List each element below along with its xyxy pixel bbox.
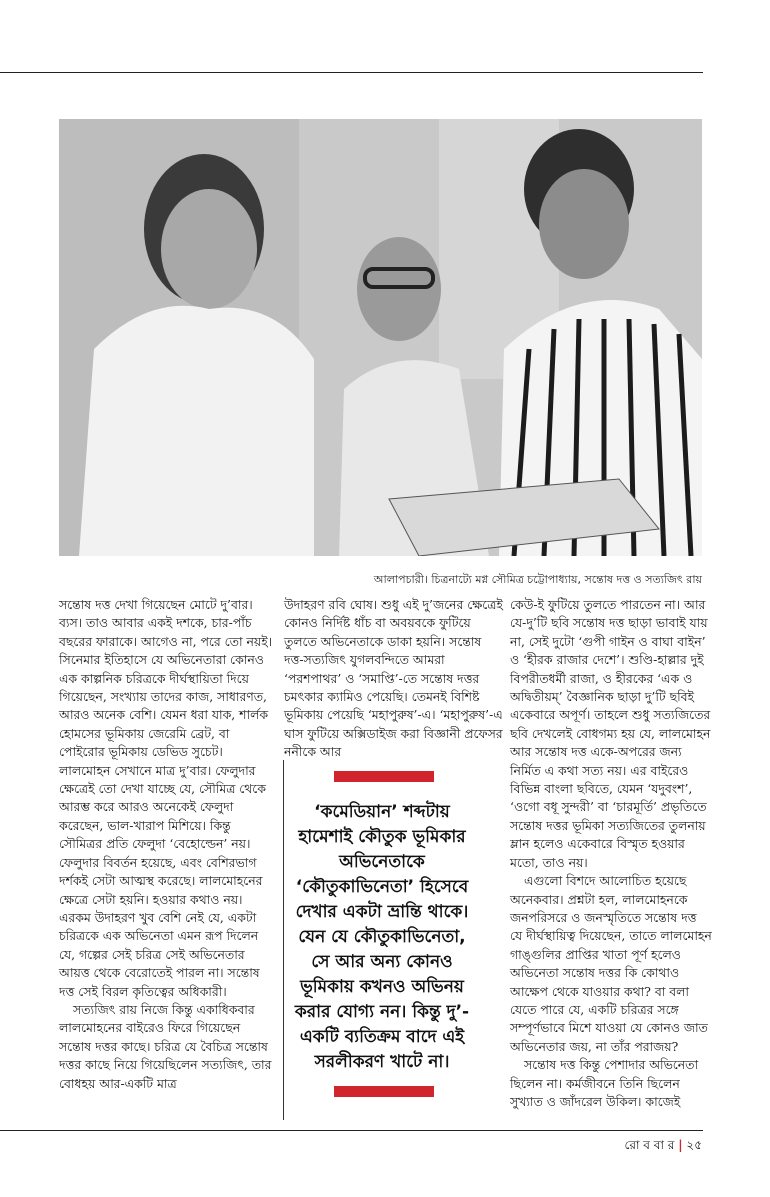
paragraph: সন্তোষ দত্ত দেখা গিয়েছেন মোটে দু’বার। ব্যস। তাও আবার একই দশকে, চার-পাঁচ বছরের ফারাকে। আগেও না, পরে তো নয়ই। সিনেমার ইতিহাসে যে অভিনেতারা কোনও এক কাল্পনিক চরিত্রকে দীর্ঘস্থায়িতা দিয়ে গিয়েছেন, সংখ্যায় তাদের কাজ, সাধারণত, আরও অনেক বেশি। যেমন ধরা যাক, শার্লক হোমসের ভূমিকায় জেরেমি ব্রেট, বা পোইরোর ভূমিকায় ডেভিড সুচেট। লালমোহন সেখানে মাত্র দু’বার। ফেলুদার ক্ষেত্রেই তো দেখা যাচ্ছে যে, সৌমিত্র থেকে আরম্ভ করে আরও অনেকেই ফেলুদা করেছেন, ভাল-খারাপ মিশিয়ে। কিন্তু সৌমিত্রর প্রতি ফেলুদা ‘বেহোল্ডেন’ নয়। ফেলুদার বিবর্তন হয়েছে, এবং বেশিরভাগ দর্শকই সেটা আত্মস্থ করেছে। লালমোহনের ক্ষেত্রে সেটা হয়নি। হওয়ার কথাও নয়। এরকম উদাহরণ খুব বেশি নেই যে, একটা চরিত্রকে এক অভিনেতা এমন রূপ দিলেন যে, গল্পের সেই চরিত্র সেই অভিনেতার আয়ত্ত থেকে বেরোতেই পারল না। সন্তোষ দত্ত সেই বিরল কৃতিত্বের অধিকারী। xyxy=(59,597,273,999)
feature-photo xyxy=(59,119,702,556)
bottom-rule xyxy=(0,1130,703,1131)
photo-illustration xyxy=(59,119,702,556)
paragraph: সত্যজিৎ রায় নিজে কিন্তু একাধিকবার লালমোহনের বাইরেও ফিরে গিয়েছেন সন্তোষ দত্তর কাছে। চরিত্র যে বৈচিত্র সন্তোষ দত্তর কাছে নিয়ে গিয়েছিলেন সত্যজিৎ, তার বোধহয় আর-একটি মাত্র xyxy=(59,1001,272,1091)
column-divider xyxy=(283,760,284,1120)
magazine-name: রো ব বা র xyxy=(624,1138,675,1152)
article-column-3 xyxy=(510,596,712,1111)
paragraph: উদাহরণ রবি ঘোষ। শুধু এই দু’জনের ক্ষেত্রেই কোনও নির্দিষ্ট ধাঁচ বা অবয়বকে ফুটিয়ে তুলতে অভিনেতাকে ডাকা হয়নি। সন্তোষ দত্ত-সত্যজিৎ যুগলবন্দিতে আমরা ‘পরশপাথর’ ও ‘সমাপ্তি’-তে সন্তোষ দত্তর চমৎকার ক্যামিও পেয়েছি। তেমনই বিশিষ্ট ভূমিকায় পেয়েছি ‘মহাপুরুষ’-এ। ‘মহাপুরুষ’-এ ঘাস ফুটিয়ে অক্সিডাইজ করা বিজ্ঞানী প্রফেসর ননীকে আর xyxy=(284,597,503,760)
pull-quote: ‘কমেডিয়ান’ শব্দটায় হামেশাই কৌতুক ভূমিকার অভিনেতাকে ‘কৌতুকাভিনেতা’ হিসেবে দেখার একটা ভ্রান্তি থাকে। যেন যে কৌতুকাভিনেতা, সে আর অন্য কোনও ভূমিকায় কখনও অভিনয় করার যোগ্য নন। কিন্তু দু’-একটি ব্যতিক্রম বাদে এই সরলীকরণ খাটে না। xyxy=(294,802,470,1072)
top-rule xyxy=(0,72,703,73)
article-column-2 xyxy=(284,596,504,762)
article-column-1 xyxy=(59,596,275,1093)
paragraph: কেউ-ই ফুটিয়ে তুলতে পারতেন না। আর যে-দু’টি ছবি সন্তোষ দত্ত ছাড়া ভাবাই যায় না, সেই দুটো ‘গুপী গাইন ও বাঘা বাইন’ ও ‘হীরক রাজার দেশে’। শুণ্ডি-হাল্লার দুই বিপরীতধর্মী রাজা, ও হীরকের ‘এক ও অদ্বিতীয়ম্’ বৈজ্ঞানিক ছাড়া দু’টি ছবিই একেবারে অপূর্ণ। তাহলে শুধু সত্যজিতের ছবি দেখলেই বোধগম্য হয় যে, লালমোহন আর সন্তোষ দত্ত একে-অপরের জন্য নির্মিত এ কথা সত্য নয়। এর বাইরেও বিভিন্ন বাংলা ছবিতে, যেমন ‘যদুবংশ’, ‘ওগো বধূ সুন্দরী’ বা ‘চারমূর্তি’ প্রভৃতিতে সন্তোষ দত্তর ভূমিকা সত্যজিতের তুলনায় ম্লান হলেও একেবারে বিস্মৃত হওয়ার মতো, তাও নয়। xyxy=(510,597,711,870)
photo-caption: আলাপচারী। চিত্রনাট্যে মগ্ন সৌমিত্র চট্টোপাধ্যায়, সন্তোষ দত্ত ও সত্যজিৎ রায় xyxy=(373,573,702,586)
paragraph: সন্তোষ দত্ত কিন্তু পেশাদার অভিনেতা ছিলেন না। কর্মজীবনে তিনি ছিলেন সুখ্যাত ও জাঁদরেল উকিল। কাজেই xyxy=(510,1057,699,1109)
pull-quote-top-bar xyxy=(334,771,434,782)
page-number: ২৫ xyxy=(686,1138,702,1152)
folio-separator: | xyxy=(678,1138,683,1152)
pull-quote-bottom-bar xyxy=(334,1086,434,1097)
paragraph: এগুলো বিশদে আলোচিত হয়েছে অনেকবার। প্রশ্নটা হল, লালমোহনকে জনপরিসরে ও জনস্মৃতিতে সন্তোষ দত্ত যে দীর্ঘস্থায়িত্ব দিয়েছেন, তাতে লালমোহন গাঙ্গুলির প্রাপ্তির খাতা পূর্ণ হলেও অভিনেতা সন্তোষ দত্তর কি কোথাও আক্ষেপ থেকে যাওয়ার কথা? বা বলা যেতে পারে যে, একটি চরিত্রর সঙ্গে সম্পূর্ণভাবে মিশে যাওয়া যে কোনও জাত অভিনেতার জয়, না তাঁর পরাজয়? xyxy=(510,873,712,1054)
page-folio xyxy=(625,1137,702,1157)
